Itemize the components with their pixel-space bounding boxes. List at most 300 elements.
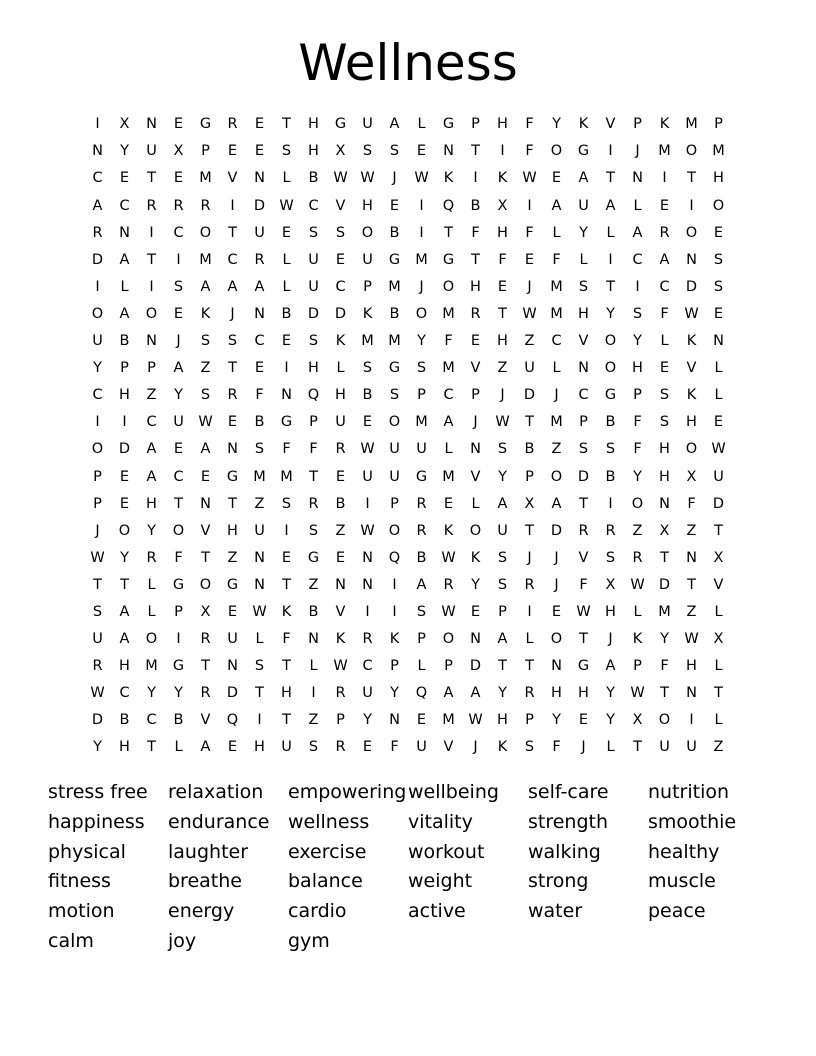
grid-letter: H: [497, 116, 508, 133]
grid-letter: X: [686, 468, 697, 485]
grid-letter: R: [335, 739, 346, 756]
grid-letter: A: [605, 197, 616, 214]
grid-letter: V: [578, 549, 589, 566]
grid-letter: Z: [632, 522, 643, 539]
grid-letter: H: [308, 116, 319, 133]
grid-letter: E: [713, 414, 724, 431]
grid-letter: O: [172, 522, 185, 539]
grid-letter: A: [389, 116, 400, 133]
grid-letter: S: [713, 278, 724, 295]
grid-letter: W: [495, 414, 510, 431]
grid-letter: I: [257, 712, 262, 729]
grid-letter: T: [444, 224, 453, 241]
grid-letter: N: [200, 495, 211, 512]
grid-letter: R: [416, 495, 427, 512]
grid-letter: U: [335, 414, 346, 431]
grid-letter: E: [173, 116, 184, 133]
grid-letter: R: [524, 576, 535, 593]
grid-letter: A: [551, 197, 562, 214]
grid-letter: U: [92, 631, 103, 648]
grid-letter: T: [471, 251, 480, 268]
grid-letter: J: [500, 387, 505, 404]
grid-letter: S: [362, 360, 373, 377]
grid-letter: M: [685, 116, 698, 133]
grid-letter: S: [416, 360, 427, 377]
grid-letter: S: [497, 441, 508, 458]
grid-letter: N: [92, 143, 103, 160]
grid-letter: E: [227, 414, 238, 431]
grid-letter: B: [281, 305, 292, 322]
grid-letter: P: [93, 495, 102, 512]
grid-letter: I: [527, 603, 532, 620]
grid-letter: B: [470, 197, 481, 214]
grid-letter: I: [527, 197, 532, 214]
grid-letter: E: [335, 251, 346, 268]
grid-letter: P: [471, 116, 480, 133]
grid-letter: V: [443, 739, 454, 756]
grid-letter: D: [658, 576, 671, 593]
grid-letter: E: [281, 224, 292, 241]
word-list-item: relaxation: [168, 781, 264, 803]
grid-letter: P: [498, 603, 507, 620]
grid-letter: E: [281, 549, 292, 566]
grid-letter: B: [308, 603, 319, 620]
grid-letter: M: [550, 305, 563, 322]
grid-letter: Y: [417, 333, 426, 350]
grid-letter: N: [308, 631, 319, 648]
grid-letter: Z: [497, 360, 508, 377]
grid-letter: N: [686, 549, 697, 566]
grid-letter: V: [227, 170, 238, 187]
grid-letter: T: [282, 116, 291, 133]
grid-letter: A: [173, 360, 184, 377]
grid-letter: U: [389, 468, 400, 485]
grid-letter: Y: [498, 468, 507, 485]
grid-letter: K: [335, 631, 346, 648]
grid-letter: S: [308, 224, 319, 241]
grid-letter: G: [307, 549, 320, 566]
grid-letter: Z: [308, 576, 319, 593]
grid-letter: P: [633, 658, 642, 675]
grid-letter: Y: [633, 333, 642, 350]
grid-letter: R: [335, 685, 346, 702]
grid-letter: C: [92, 170, 103, 187]
grid-letter: M: [199, 170, 212, 187]
grid-letter: E: [362, 739, 373, 756]
word-list-item: strong: [528, 870, 589, 893]
word-list-item: self-care: [528, 781, 609, 803]
grid-letter: E: [173, 441, 184, 458]
grid-letter: R: [200, 197, 211, 214]
grid-letter: T: [471, 143, 480, 160]
word-list-item: nutrition: [648, 781, 730, 803]
grid-letter: X: [524, 495, 535, 512]
grid-letter: G: [199, 116, 212, 133]
grid-letter: J: [581, 739, 586, 756]
grid-letter: S: [362, 143, 373, 160]
grid-letter: C: [632, 251, 643, 268]
grid-letter: A: [443, 414, 454, 431]
grid-letter: P: [417, 387, 426, 404]
grid-letter: U: [659, 739, 670, 756]
grid-letter: I: [95, 414, 100, 431]
grid-letter: S: [281, 143, 292, 160]
grid-letter: C: [578, 387, 589, 404]
grid-letter: W: [333, 170, 348, 187]
grid-letter: L: [714, 360, 723, 377]
grid-letter: O: [631, 495, 644, 512]
grid-letter: A: [443, 685, 454, 702]
word-list-item: empowering: [288, 781, 407, 803]
grid-letter: O: [388, 414, 401, 431]
grid-letter: T: [660, 549, 669, 566]
grid-letter: V: [686, 360, 697, 377]
grid-letter: W: [360, 522, 375, 539]
grid-letter: A: [146, 441, 157, 458]
grid-letter: F: [444, 333, 453, 350]
grid-letter: E: [281, 333, 292, 350]
grid-letter: R: [227, 387, 238, 404]
grid-letter: G: [172, 658, 185, 675]
grid-letter: J: [473, 414, 478, 431]
grid-letter: P: [417, 631, 426, 648]
grid-letter: I: [608, 495, 613, 512]
grid-letter: O: [550, 468, 563, 485]
grid-letter: U: [254, 224, 265, 241]
grid-letter: F: [498, 251, 507, 268]
grid-letter: J: [554, 387, 559, 404]
grid-letter: H: [281, 685, 292, 702]
grid-letter: H: [497, 712, 508, 729]
word-list-item: exercise: [288, 840, 367, 863]
grid-letter: M: [388, 333, 401, 350]
grid-letter: S: [254, 658, 265, 675]
grid-letter: M: [442, 360, 455, 377]
grid-letter: C: [173, 468, 184, 485]
grid-letter: R: [200, 631, 211, 648]
grid-letter: I: [230, 197, 235, 214]
grid-letter: T: [525, 414, 534, 431]
grid-letter: W: [441, 603, 456, 620]
grid-letter: L: [714, 387, 723, 404]
grid-letter: O: [442, 278, 455, 295]
grid-letter: H: [551, 685, 562, 702]
grid-letter: B: [119, 333, 130, 350]
grid-letter: T: [579, 495, 588, 512]
grid-letter: Z: [686, 603, 697, 620]
grid-letter: P: [201, 143, 210, 160]
grid-letter: C: [146, 712, 157, 729]
grid-letter: T: [687, 576, 696, 593]
grid-letter: R: [632, 549, 643, 566]
grid-letter: P: [714, 116, 723, 133]
grid-letter: O: [145, 305, 158, 322]
grid-letter: Y: [633, 468, 642, 485]
grid-letter: I: [635, 278, 640, 295]
grid-letter: R: [524, 685, 535, 702]
grid-letter: O: [199, 224, 212, 241]
grid-letter: X: [335, 143, 346, 160]
grid-letter: M: [658, 603, 671, 620]
grid-letter: C: [362, 658, 373, 675]
grid-letter: E: [578, 712, 589, 729]
grid-letter: I: [689, 197, 694, 214]
grid-letter: N: [254, 305, 265, 322]
grid-letter: M: [253, 468, 266, 485]
grid-letter: I: [392, 576, 397, 593]
grid-letter: E: [119, 170, 130, 187]
grid-letter: A: [200, 278, 211, 295]
grid-letter: G: [604, 387, 617, 404]
grid-letter: Z: [551, 441, 562, 458]
grid-letter: A: [200, 739, 211, 756]
grid-letter: K: [335, 333, 346, 350]
grid-letter: E: [119, 468, 130, 485]
grid-letter: F: [552, 251, 561, 268]
grid-letter: E: [335, 549, 346, 566]
grid-letter: S: [389, 387, 400, 404]
grid-letter: S: [497, 549, 508, 566]
grid-letter: S: [281, 495, 292, 512]
grid-letter: S: [227, 333, 238, 350]
grid-letter: P: [633, 387, 642, 404]
grid-letter: L: [714, 712, 723, 729]
grid-letter: I: [149, 278, 154, 295]
grid-letter: M: [442, 712, 455, 729]
grid-letter: W: [441, 549, 456, 566]
grid-letter: P: [444, 658, 453, 675]
grid-letter: E: [227, 739, 238, 756]
grid-letter: N: [227, 441, 238, 458]
grid-letter: Z: [335, 522, 346, 539]
grid-letter: L: [255, 631, 264, 648]
grid-letter: J: [230, 305, 235, 322]
grid-letter: Y: [93, 739, 102, 756]
grid-letter: O: [604, 333, 617, 350]
grid-letter: F: [687, 495, 696, 512]
grid-letter: X: [497, 197, 508, 214]
grid-letter: M: [442, 305, 455, 322]
grid-letter: L: [282, 170, 291, 187]
grid-letter: L: [633, 603, 642, 620]
grid-letter: W: [252, 603, 267, 620]
grid-letter: Y: [660, 631, 669, 648]
letter-grid: [84, 111, 732, 761]
grid-letter: N: [686, 685, 697, 702]
grid-letter: I: [149, 224, 154, 241]
grid-letter: J: [95, 522, 100, 539]
word-list-item: breathe: [168, 870, 242, 893]
grid-letter: A: [92, 197, 103, 214]
grid-letter: M: [442, 468, 455, 485]
word-list-item: wellbeing: [408, 781, 499, 803]
grid-letter: U: [92, 333, 103, 350]
grid-letter: U: [308, 251, 319, 268]
grid-letter: V: [470, 468, 481, 485]
grid-letter: N: [686, 251, 697, 268]
grid-letter: S: [497, 576, 508, 593]
grid-letter: I: [95, 116, 100, 133]
grid-letter: E: [713, 305, 724, 322]
grid-letter: E: [389, 197, 400, 214]
grid-letter: E: [119, 495, 130, 512]
grid-letter: U: [686, 739, 697, 756]
grid-letter: L: [660, 333, 669, 350]
grid-letter: H: [119, 739, 130, 756]
grid-letter: E: [200, 468, 211, 485]
grid-letter: T: [228, 224, 237, 241]
grid-letter: F: [525, 116, 534, 133]
grid-letter: M: [388, 278, 401, 295]
grid-letter: O: [550, 143, 563, 160]
grid-letter: E: [335, 468, 346, 485]
grid-letter: T: [93, 576, 102, 593]
word-list-item: happiness: [48, 810, 145, 833]
grid-letter: E: [254, 360, 265, 377]
grid-letter: A: [578, 170, 589, 187]
grid-letter: G: [280, 414, 293, 431]
grid-letter: L: [525, 631, 534, 648]
grid-letter: J: [527, 549, 532, 566]
grid-letter: T: [498, 305, 507, 322]
grid-letter: O: [712, 197, 725, 214]
grid-letter: U: [254, 522, 265, 539]
grid-letter: E: [416, 143, 427, 160]
word-list-item: muscle: [648, 870, 716, 893]
grid-letter: K: [389, 631, 400, 648]
grid-letter: T: [282, 658, 291, 675]
grid-letter: L: [714, 658, 723, 675]
grid-letter: F: [309, 441, 318, 458]
grid-letter: H: [362, 197, 373, 214]
grid-letter: B: [389, 305, 400, 322]
grid-letter: P: [174, 603, 183, 620]
grid-letter: Y: [93, 360, 102, 377]
grid-letter: I: [284, 360, 289, 377]
grid-letter: E: [254, 116, 265, 133]
grid-letter: N: [362, 549, 373, 566]
grid-letter: K: [497, 170, 508, 187]
word-list-item: active: [408, 900, 466, 923]
grid-letter: O: [361, 224, 374, 241]
grid-letter: A: [119, 603, 130, 620]
grid-letter: E: [659, 197, 670, 214]
grid-letter: W: [576, 603, 591, 620]
grid-letter: N: [254, 170, 265, 187]
grid-letter: L: [417, 658, 426, 675]
grid-letter: E: [551, 603, 562, 620]
grid-letter: G: [388, 251, 401, 268]
grid-letter: G: [577, 658, 590, 675]
grid-letter: S: [200, 387, 211, 404]
grid-letter: G: [442, 251, 455, 268]
grid-letter: O: [145, 631, 158, 648]
grid-letter: N: [281, 387, 292, 404]
grid-letter: T: [174, 495, 183, 512]
grid-letter: V: [200, 522, 211, 539]
grid-letter: W: [684, 305, 699, 322]
grid-letter: I: [500, 143, 505, 160]
grid-letter: U: [362, 468, 373, 485]
grid-letter: K: [281, 603, 292, 620]
grid-letter: E: [497, 278, 508, 295]
grid-letter: N: [632, 170, 643, 187]
grid-letter: Y: [498, 685, 507, 702]
grid-letter: R: [335, 441, 346, 458]
grid-letter: H: [686, 658, 697, 675]
grid-letter: H: [578, 685, 589, 702]
word-list-item: laughter: [168, 840, 249, 863]
grid-letter: A: [119, 305, 130, 322]
grid-letter: G: [415, 468, 428, 485]
grid-letter: M: [550, 278, 563, 295]
grid-letter: S: [389, 143, 400, 160]
grid-letter: B: [524, 441, 535, 458]
grid-letter: M: [145, 658, 158, 675]
grid-letter: U: [308, 278, 319, 295]
grid-letter: I: [608, 251, 613, 268]
grid-letter: S: [335, 224, 346, 241]
grid-letter: N: [254, 576, 265, 593]
grid-letter: R: [92, 224, 103, 241]
grid-letter: H: [713, 170, 724, 187]
grid-letter: N: [713, 333, 724, 350]
grid-letter: I: [608, 143, 613, 160]
grid-letter: R: [362, 631, 373, 648]
grid-letter: K: [443, 170, 454, 187]
grid-letter: D: [469, 658, 482, 675]
grid-letter: C: [443, 387, 454, 404]
grid-letter: M: [280, 468, 293, 485]
grid-letter: G: [172, 576, 185, 593]
grid-letter: F: [282, 631, 291, 648]
grid-letter: T: [147, 739, 156, 756]
grid-letter: T: [525, 658, 534, 675]
grid-letter: R: [605, 522, 616, 539]
grid-letter: Y: [606, 712, 615, 729]
grid-letter: S: [173, 278, 184, 295]
grid-letter: L: [174, 739, 183, 756]
grid-letter: P: [633, 116, 642, 133]
grid-letter: T: [309, 468, 318, 485]
grid-letter: H: [119, 658, 130, 675]
grid-letter: O: [415, 305, 428, 322]
grid-letter: K: [686, 333, 697, 350]
grid-letter: B: [335, 495, 346, 512]
grid-letter: D: [91, 712, 104, 729]
grid-letter: Y: [606, 685, 615, 702]
grid-letter: L: [444, 441, 453, 458]
grid-letter: E: [227, 143, 238, 160]
grid-letter: P: [147, 360, 156, 377]
grid-letter: K: [686, 387, 697, 404]
grid-letter: Y: [174, 387, 183, 404]
grid-letter: X: [713, 631, 724, 648]
grid-letter: D: [334, 305, 347, 322]
grid-letter: R: [173, 197, 184, 214]
grid-letter: A: [119, 631, 130, 648]
grid-letter: W: [468, 712, 483, 729]
grid-letter: J: [608, 631, 613, 648]
grid-letter: E: [254, 143, 265, 160]
grid-letter: F: [525, 224, 534, 241]
grid-letter: W: [711, 441, 726, 458]
grid-letter: W: [279, 197, 294, 214]
grid-letter: D: [91, 251, 104, 268]
grid-letter: U: [362, 685, 373, 702]
grid-letter: T: [660, 685, 669, 702]
grid-letter: L: [606, 739, 615, 756]
